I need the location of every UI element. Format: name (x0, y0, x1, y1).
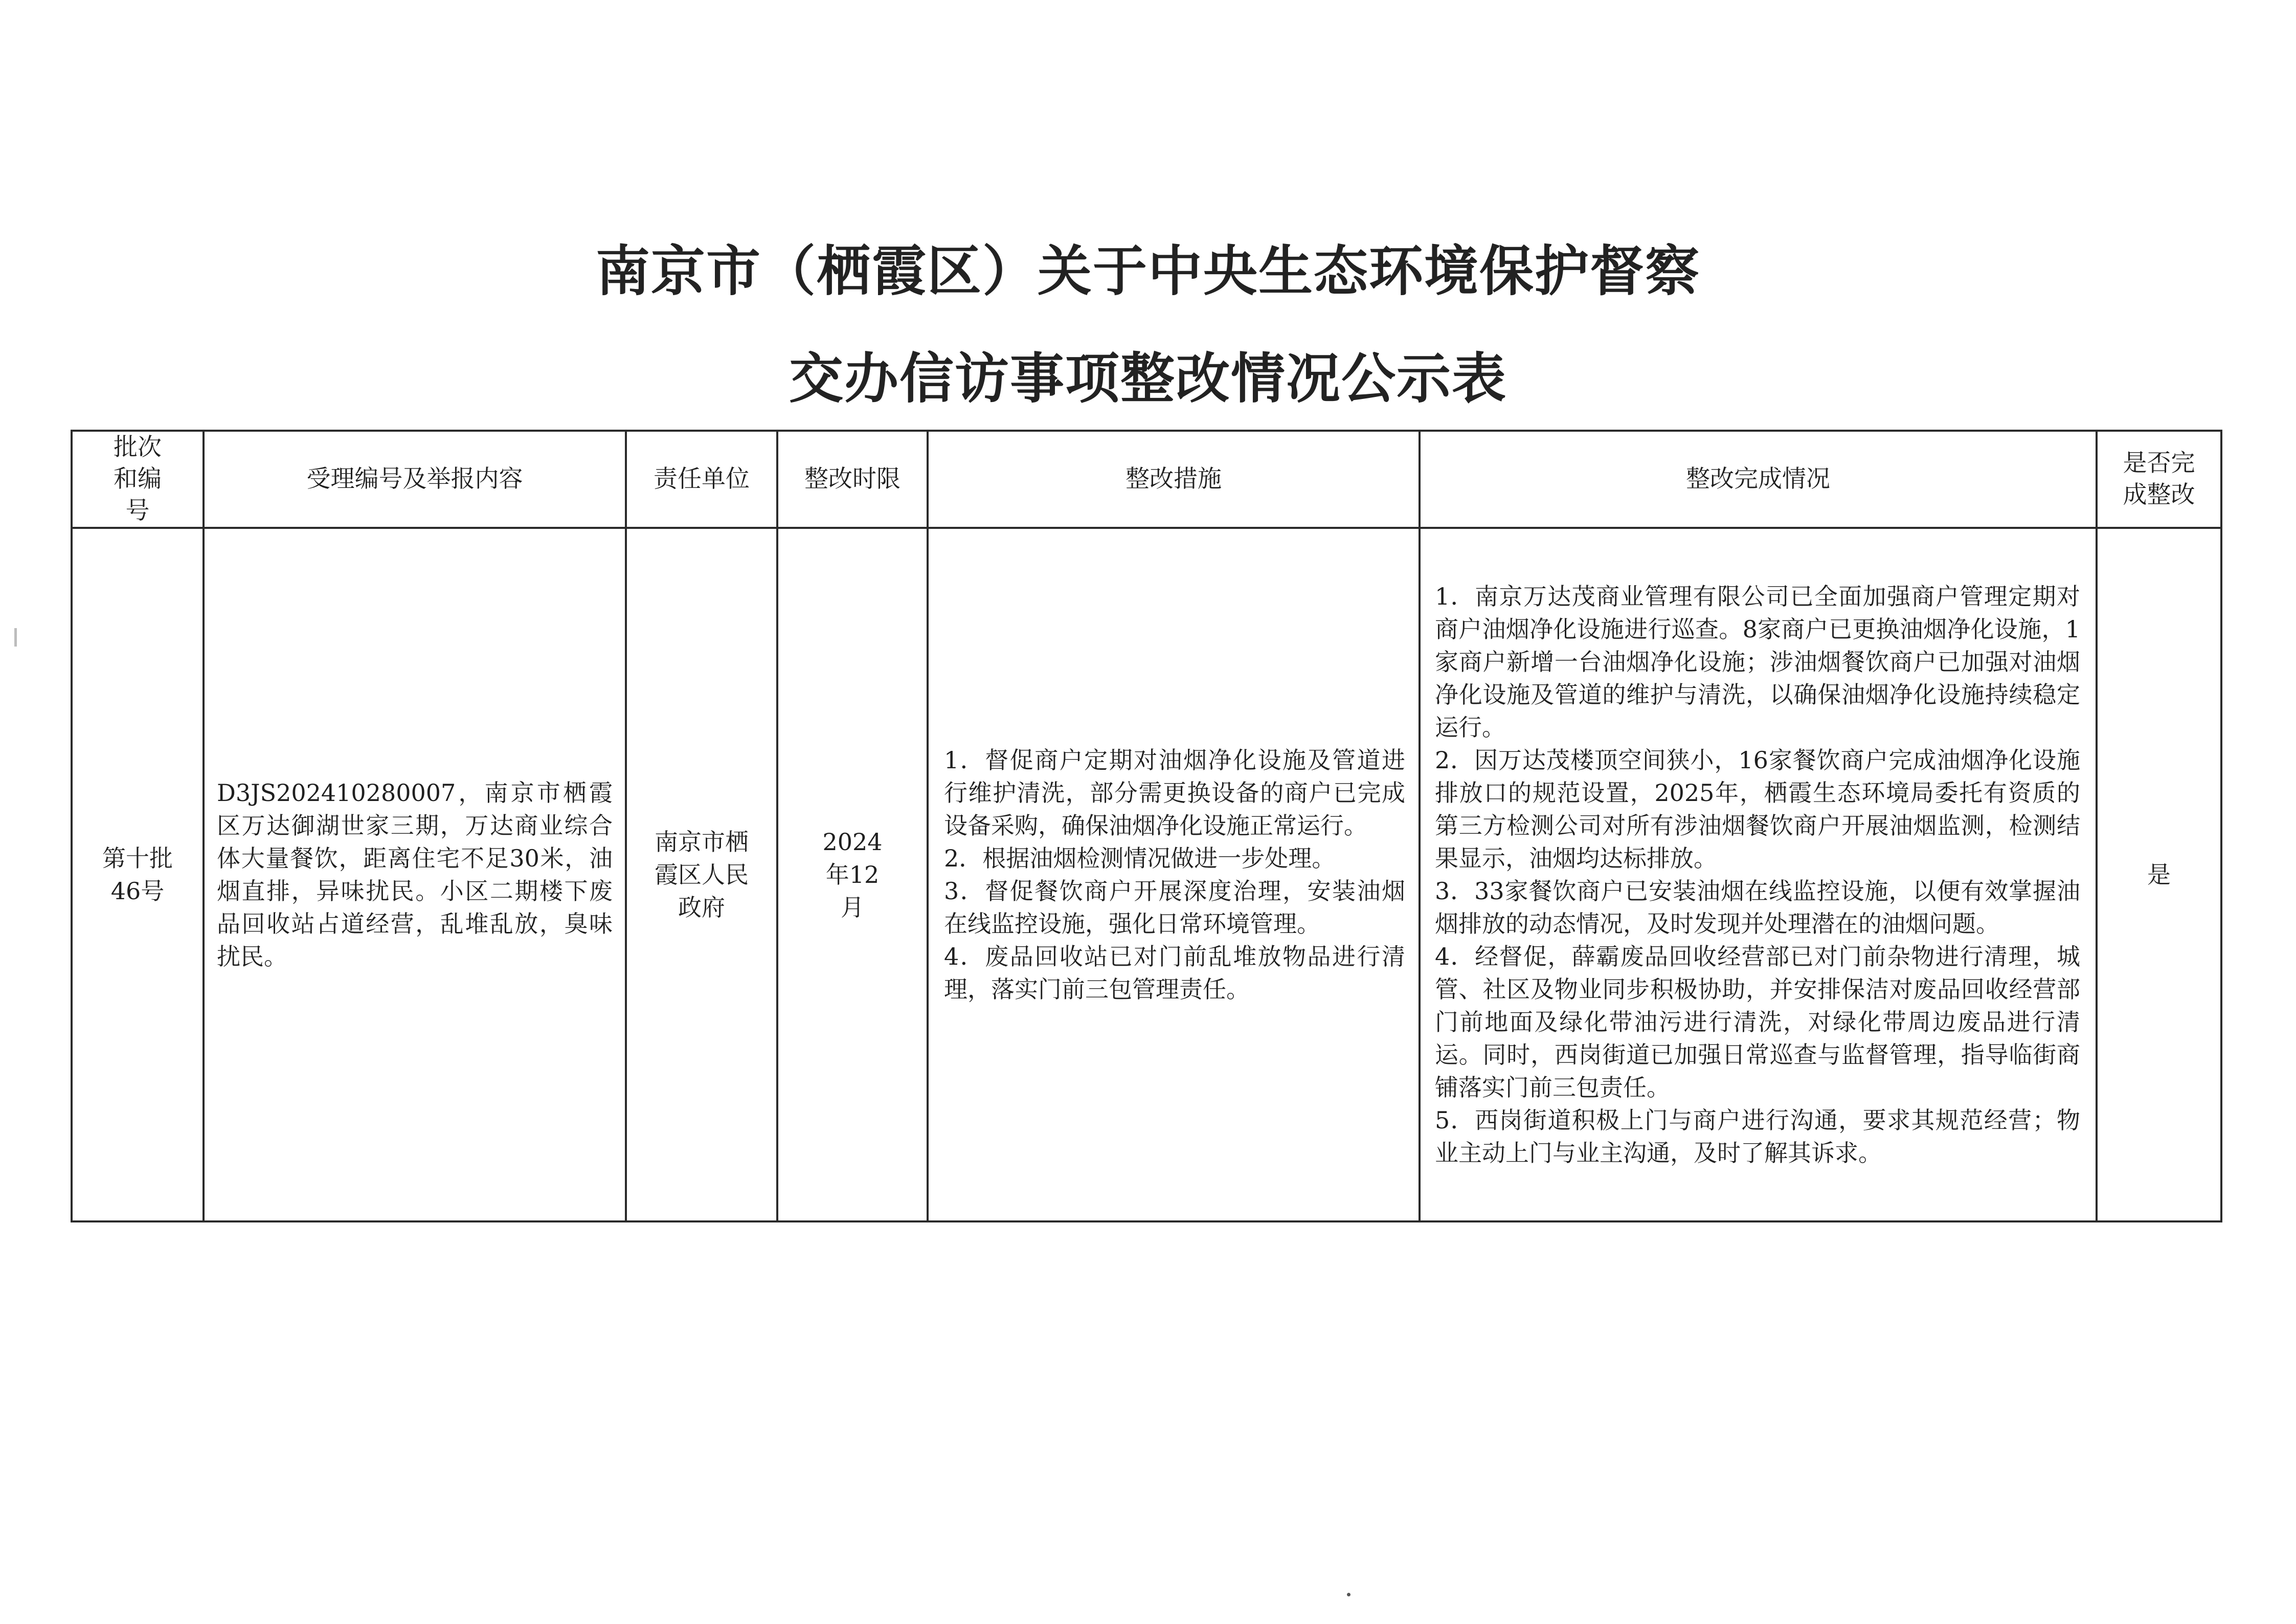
completion-item: 4．经督促，薛霸废品回收经营部已对门前杂物进行清理，城管、社区及物业同步积极协助，并安排保洁对废品回收经营部门前地面及绿化带油污进行清洗，对绿化带周边废品进行清运。同时，西岗街道已加强日常巡查与监督管理，指导临街商铺落实门前三包责任。 (1435, 943, 2080, 1101)
cell-measures (928, 528, 1420, 1221)
page-title-line-1: 南京市（栖霞区）关于中央生态环境保护督察 (596, 240, 1700, 303)
cell-done: 是 (2097, 528, 2221, 1221)
table-row (72, 528, 2221, 1221)
header-measures: 整改措施 (928, 431, 1420, 528)
header-deadline: 整改时限 (777, 431, 928, 528)
cell-completion (1420, 528, 2097, 1221)
completion-item: 3．33家餐饮商户已安装油烟在线监控设施，以便有效掌握油烟排放的动态情况，及时发现并处理潜在的油烟问题。 (1435, 877, 2080, 938)
cell-batch (72, 528, 204, 1221)
header-batch: 批次和编号 (72, 431, 204, 528)
deadline-text: 2024年12月 (822, 828, 883, 921)
table-header-row (72, 431, 2221, 528)
completion-item: 5．西岗街道积极上门与商户进行沟通，要求其规范经营；物业主动上门与业主沟通，及时了解其诉求。 (1435, 1106, 2080, 1167)
rectification-table (71, 430, 2222, 1222)
responsible-unit: 南京市栖霞区人民政府 (655, 828, 749, 921)
batch-number: 第十批46号 (102, 844, 173, 905)
completion-item: 2．因万达茂楼顶空间狭小，16家餐饮商户完成油烟净化设施排放口的规范设置，2025年，栖霞生态环境局委托有资质的第三方检测公司对所有涉油烟餐饮商户开展油烟监测，检测结果显示，油烟均达标排放。 (1435, 746, 2080, 872)
header-done: 是否完成整改 (2097, 431, 2221, 528)
cell-complaint (204, 528, 626, 1221)
cell-unit (626, 528, 777, 1221)
page-title-line-2: 交办信访事项整改情况公示表 (789, 347, 1507, 410)
header-unit: 责任单位 (626, 431, 777, 528)
scan-edge-mark (14, 628, 17, 647)
measure-item: 3．督促餐饮商户开展深度治理，安装油烟在线监控设施，强化日常环境管理。 (944, 877, 1405, 938)
header-completion: 整改完成情况 (1420, 431, 2097, 528)
scan-dot (1347, 1593, 1350, 1596)
measure-item: 4．废品回收站已对门前乱堆放物品进行清理，落实门前三包管理责任。 (944, 943, 1405, 1003)
header-complaint: 受理编号及举报内容 (204, 431, 626, 528)
cell-deadline (777, 528, 928, 1221)
completion-item: 1．南京万达茂商业管理有限公司已全面加强商户管理定期对商户油烟净化设施进行巡查。8家商户已更换油烟净化设施，1家商户新增一台油烟净化设施；涉油烟餐饮商户已加强对油烟净化设施及管道的维护与清洗，以确保油烟净化设施持续稳定运行。 (1435, 583, 2080, 741)
measure-item: 2．根据油烟检测情况做进一步处理。 (944, 844, 1336, 872)
complaint-text: D3JS202410280007，南京市栖霞区万达御湖世家三期，万达商业综合体大量餐饮，距离住宅不足30米，油烟直排，异味扰民。小区二期楼下废品回收站占道经营，乱堆乱放，臭味扰民。 (217, 779, 613, 970)
measure-item: 1．督促商户定期对油烟净化设施及管道进行维护清洗，部分需更换设备的商户已完成设备采购，确保油烟净化设施正常运行。 (944, 746, 1405, 839)
